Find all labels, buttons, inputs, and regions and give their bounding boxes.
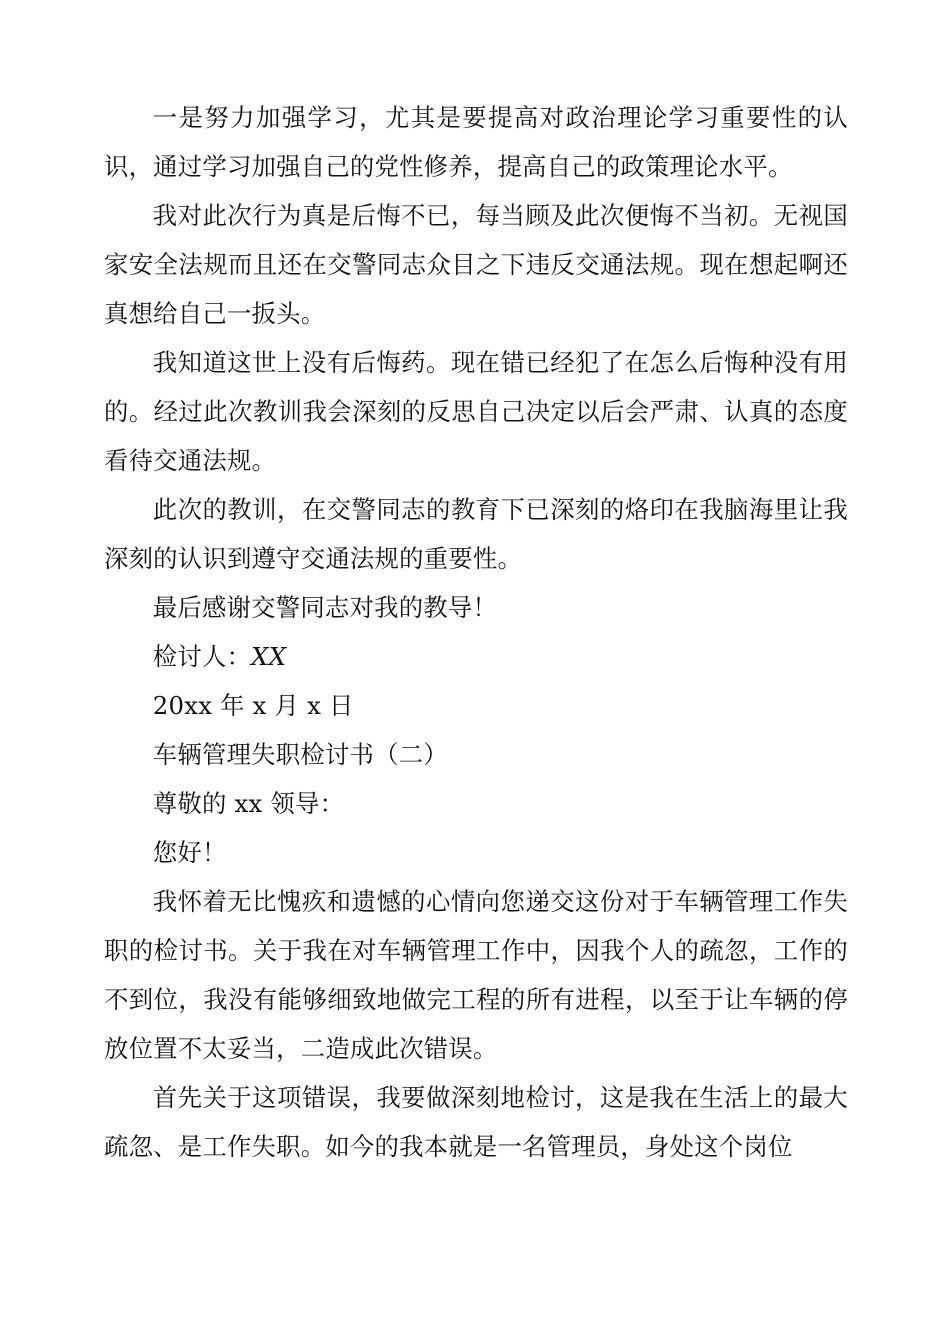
closing-thanks: 最后感谢交警同志对我的教导！	[152, 593, 498, 622]
section-title: 车辆管理失职检讨书（二）	[152, 740, 448, 769]
paragraph: 我知道这世上没有后悔药。现在错已经犯了在怎么后悔种没有用的。经过此次教训我会深刻的反思自己决定以后会严肃、认真的态度看待交通法规。	[104, 348, 848, 475]
paragraph: 此次的教训，在交警同志的教育下已深刻的烙印在我脑海里让我深刻的认识到遵守交通法规的重要性。	[104, 495, 848, 573]
paragraph: 一是努力加强学习，尤其是要提高对政治理论学习重要性的认识，通过学习加强自己的党性修养，提高自己的政策理论水平。	[104, 103, 848, 181]
signer-label: 检讨人：	[152, 642, 252, 671]
document-date: 20xx 年 x 月 x 日	[152, 691, 354, 720]
paragraph: 我怀着无比愧疚和遗憾的心情向您递交这份对于车辆管理工作失职的检讨书。关于我在对车辆管理工作中，因我个人的疏忽，工作的不到位，我没有能够细致地做完工程的所有进程，以至于让车辆的停放位置不太妥当，二造成此次错误。	[104, 887, 848, 1063]
paragraph: 首先关于这项错误，我要做深刻地检讨，这是我在生活上的最大疏忽、是工作失职。如今的我本就是一名管理员，身处这个岗位	[104, 1083, 848, 1161]
paragraph: 我对此次行为真是后悔不已，每当顾及此次便悔不当初。无视国家安全法规而且还在交警同志众目之下违反交通法规。现在想起啊还真想给自己一扳头。	[104, 201, 848, 328]
salutation: 尊敬的 xx 领导：	[152, 789, 345, 818]
signer-name: XX	[251, 642, 287, 671]
document-body	[104, 93, 848, 1171]
greeting: 您好！	[152, 838, 227, 867]
signer-line	[104, 632, 848, 681]
